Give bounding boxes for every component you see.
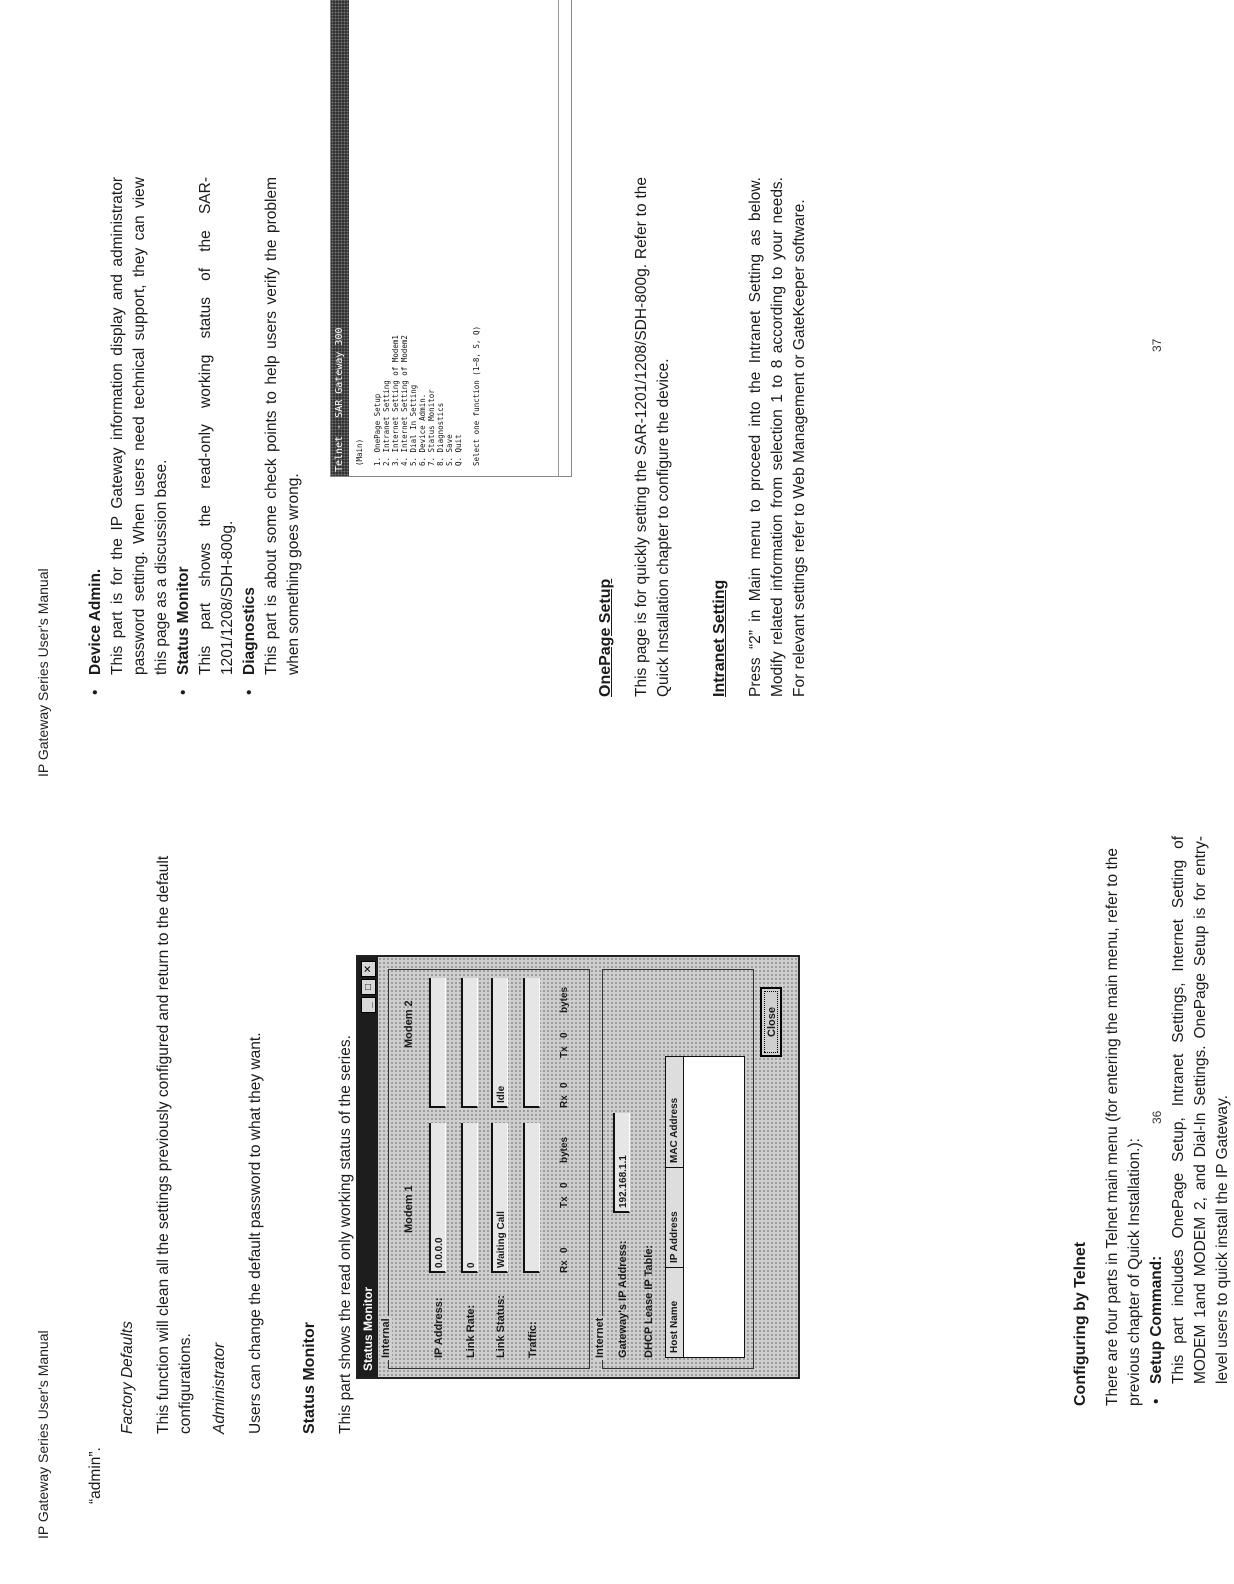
- terminal-line: 5. Dial In Setting: [409, 384, 418, 466]
- page-36: [0, 792, 1231, 1584]
- configuring-body: There are four parts in Telnet main menu (for entering the main menu, refer to the previous chapter of Quick Installation.):: [1104, 848, 1143, 1406]
- bullet-icon: •: [241, 689, 258, 695]
- terminal-line: 2. Intranet Setting: [382, 380, 391, 466]
- modem1-bytes-label: bytes: [559, 1136, 570, 1163]
- gateway-ip-field: 192.168.1.1: [613, 1113, 630, 1213]
- bullet-icon: •: [1148, 1398, 1165, 1404]
- dhcp-table-body: [683, 1056, 745, 1358]
- modem1-status-field: Waiting Call: [491, 1123, 508, 1273]
- modem2-traffic-field: [523, 978, 540, 1108]
- modem1-tx-label: Tx: [559, 1196, 570, 1208]
- window-controls: [361, 961, 376, 1013]
- onepage-body: This page is for quickly setting the SAR-1201/1208/SDH-800g. Refer to the Quick Installation chapter to configure the device.: [633, 177, 672, 697]
- administrator-title: Administrator: [211, 1342, 228, 1434]
- status-monitor-item: [173, 177, 195, 697]
- status-monitor-window: [356, 955, 800, 1379]
- device-admin-item: [85, 177, 107, 697]
- page-37: [0, 0, 1224, 792]
- link-rate-label: Link Rate:: [465, 1304, 477, 1358]
- right-text-bottom: [595, 177, 811, 697]
- modem1-rate-field: 0: [461, 1123, 478, 1273]
- modem2-rx-label: Rx: [559, 1095, 570, 1108]
- status-monitor-body: This part shows the read only working status of the series.: [337, 1035, 354, 1434]
- terminal-line: 8. Diagnostics: [436, 402, 445, 466]
- page-number: 37: [1150, 338, 1164, 352]
- internal-group-label: Internal: [380, 1318, 392, 1358]
- right-text-top: [85, 177, 305, 697]
- status-monitor-title: Status Monitor: [175, 566, 192, 675]
- modem2-status-field: Idle: [491, 978, 508, 1108]
- modem1-title: Modem 1: [403, 1185, 415, 1233]
- modem2-bytes-label: bytes: [559, 986, 570, 1013]
- close-button[interactable]: Close: [760, 987, 782, 1057]
- onepage-heading: OnePage Setup: [597, 578, 614, 697]
- col-mac-address[interactable]: MAC Address: [669, 1097, 680, 1163]
- bullet-icon: •: [87, 689, 104, 695]
- intranet-body: Press “2” in Main menu to proceed into the Intranet Setting as below. Modify related information from selection 1 to 8 according to your needs. For relevant settings refer to Web Management or GateKeeper software.: [747, 177, 808, 697]
- dhcp-table-header: [665, 1056, 685, 1358]
- modem1-traffic-field: [523, 1123, 540, 1273]
- modem2-tx-label: Tx: [559, 1046, 570, 1058]
- minimize-icon[interactable]: _: [361, 997, 376, 1013]
- page-number: 36: [1150, 1110, 1164, 1124]
- terminal-line: Q. Quit: [454, 434, 463, 466]
- left-text-column: [85, 834, 357, 1504]
- window-title: Status Monitor: [361, 1287, 375, 1371]
- terminal-titlebar: [331, 0, 349, 476]
- window-titlebar: [358, 957, 378, 1377]
- intranet-heading: Intranet Setting: [711, 579, 728, 697]
- device-admin-body: This part is for the IP Gateway information display and administrator password setting. When users need technical support, they can view this page as a discussion base.: [109, 177, 170, 675]
- running-header: IP Gateway Series User's Manual: [35, 1330, 51, 1539]
- terminal-line: S. Save: [445, 434, 454, 466]
- modem2-rx-value: 0: [559, 1082, 570, 1088]
- terminal-horizontal-scrollbar[interactable]: [558, 0, 571, 476]
- status-monitor-heading: Status Monitor: [301, 1322, 318, 1434]
- admin-quote: “admin”.: [87, 1447, 104, 1504]
- internal-group: [380, 969, 590, 1369]
- dhcp-table-label: DHCP Lease IP Table:: [643, 1244, 655, 1358]
- administrator-body: Users can change the default password to what they want.: [247, 1032, 264, 1434]
- maximize-icon[interactable]: □: [361, 979, 376, 995]
- modem1-tx-value: 0: [559, 1182, 570, 1188]
- internet-group-label: Internet: [594, 1317, 606, 1358]
- traffic-label: Traffic:: [527, 1321, 539, 1358]
- bullet-icon: •: [175, 689, 192, 695]
- modem1-ip-field: 0.0.0.0: [429, 1123, 446, 1273]
- modem2-ip-field: [429, 978, 446, 1108]
- modem2-tx-value: 0: [559, 1032, 570, 1038]
- diagnostics-item: [239, 177, 261, 697]
- col-host-name[interactable]: Host Name: [666, 1267, 684, 1357]
- close-icon[interactable]: ✕: [361, 961, 376, 977]
- terminal-line: 6. Device Admin.: [418, 393, 427, 466]
- internet-group: [594, 969, 754, 1369]
- configuring-heading: Configuring by Telnet: [1072, 1241, 1089, 1406]
- telnet-terminal-window: [330, 0, 572, 477]
- modem2-title: Modem 2: [403, 1000, 415, 1048]
- link-status-label: Link Status:: [495, 1295, 507, 1358]
- col-ip-address[interactable]: IP Address: [666, 1167, 684, 1267]
- terminal-line: (Main): [355, 438, 364, 466]
- setup-command-title: Setup Command:: [1148, 1255, 1165, 1384]
- terminal-line: 4. Internet Setting of Modem2: [400, 335, 409, 466]
- modem1-rx-label: Rx: [559, 1260, 570, 1273]
- terminal-line: Select one function (1~8, S, Q): [472, 326, 481, 466]
- ip-address-label: IP Address:: [433, 1297, 445, 1358]
- terminal-line: 7. Status Monitor: [427, 389, 436, 466]
- setup-command-body: This part includes OnePage Setup, Intranet Settings, Internet Setting of MODEM 1and MODEM 2, and Dial-In Settings. OnePage Setup is for entry-level users to quick install the IP Gateway.: [1170, 836, 1231, 1384]
- diagnostics-title: Diagnostics: [241, 587, 258, 675]
- modem1-rx-value: 0: [559, 1247, 570, 1253]
- modem2-rate-field: [461, 978, 478, 1108]
- factory-defaults-title: Factory Defaults: [119, 1321, 136, 1434]
- device-admin-title: Device Admin.: [87, 568, 104, 675]
- terminal-menu-text: [349, 0, 487, 476]
- terminal-line: [364, 0, 373, 466]
- gateway-ip-label: Gateway's IP Address:: [617, 1240, 629, 1358]
- terminal-line: 3. Internet Setting of Modem1: [391, 335, 400, 466]
- terminal-line: 1. OnePage Setup: [373, 393, 382, 466]
- status-monitor-body: This part shows the read-only working status of the SAR-1201/1208/SDH-800g.: [197, 177, 236, 675]
- diagnostics-body: This part is about some check points to help users verify the problem when something goes wrong.: [263, 177, 302, 675]
- terminal-line: [463, 0, 472, 466]
- running-header: IP Gateway Series User's Manual: [35, 568, 51, 777]
- factory-defaults-body: This function will clean all the settings previously configured and return to the default configurations.: [155, 855, 194, 1434]
- terminal-title: Telnet - SAR Gateway 300: [334, 327, 345, 472]
